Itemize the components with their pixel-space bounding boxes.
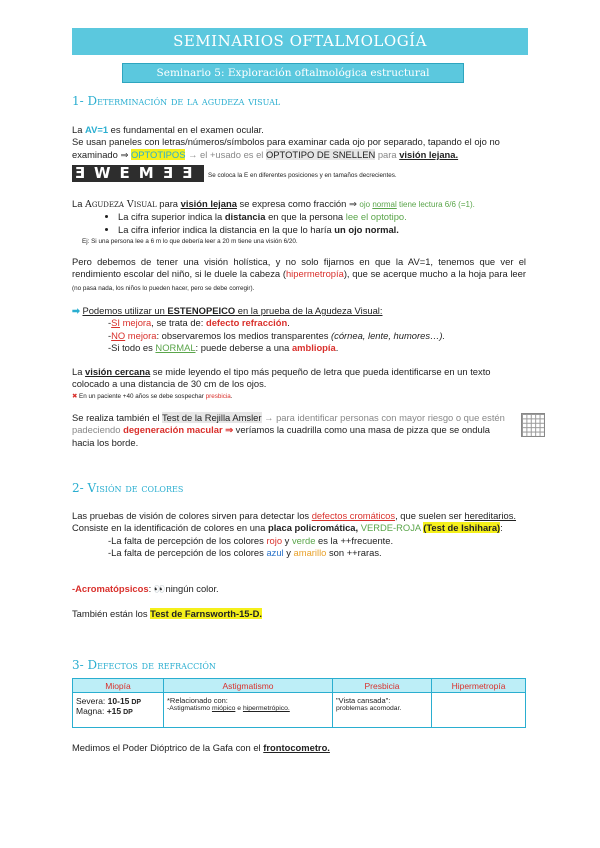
s1-paragraph-estenopeico: ➡ Podemos utilizar un ESTENOPEICO en la prueba de la Agudeza Visual: -SI mejora, se trata de: defecto refracción. -NO mejora: observaremos los medios transparentes (córnea, lente, humores…). -Si todo es NORMAL: puede deberse a una ambliopía. (72, 305, 526, 354)
cell-presbicia: "Vista cansada": problemas acomodar. (333, 693, 432, 728)
s1-paragraph-amsler: Se realiza también el Test de la Rejilla Amsler → para identificar personas con mayor riesgo o que estén padeciendo degeneración macular ⇒ veríamos la cuadrilla como una masa de pizza que se ondula hacia los borde. (72, 412, 505, 448)
eyes-icon: 👀 (153, 583, 166, 594)
item-no-mejora: -NO mejora: observaremos los medios transparentes (córnea, lente, humores…). (108, 329, 446, 341)
refraction-table (72, 678, 526, 728)
cell-hipermetropia (432, 693, 526, 728)
page-title: SEMINARIOS OFTALMOLOGÍA (72, 28, 528, 55)
page-subtitle: Seminario 5: Exploración oftalmológica estructural (122, 63, 464, 83)
s1-paragraph-near-vision: La visión cercana se mide leyendo el tipo más pequeño de letra que pueda identificarse en un texto colocado a una distancia de 30 cm de los ojos. ✖ En un paciente +40 años se debe sospechar presbicia. (72, 366, 491, 400)
header-hipermetropia: Hipermetropía (432, 679, 526, 693)
s1-paragraph-holistic: Pero debemos de tener una visión holística, y no solo fijarnos en que la AV=1, tenemos que ver el rendimiento escolar del niño, si le duele la cabeza (hipermetropía), que se acerque mucho a la hoja para leer (no pasa nada, los niños lo pueden hacer, pero se debe corregir). (72, 256, 526, 292)
cell-astigmatismo: *Relacionado con: -Astigmatismo miópico e hipermetrópico. (164, 693, 333, 728)
table-row (73, 693, 526, 728)
header-astigmatismo: Astigmatismo (164, 679, 333, 693)
s1-paragraph-fraction: La Agudeza Visual para visión lejana se expresa como fracción ⇒ ojo normal tiene lectura 6/6 (=1). • La cifra superior indica la distancia en que la persona lee el optotipo. • La cifra inferior indica la distancia en la que lo haría un ojo normal. Ej: Si una persona lee a 6 m lo que debería leer a 20 m tiene una visión 6/20. (72, 198, 526, 248)
example-note: Ej: Si una persona lee a 6 m lo que debería leer a 20 m tiene una visión 6/20. (82, 237, 298, 245)
item-red-green: -La falta de percepción de los colores rojo y verde es la ++frecuente. (108, 534, 394, 546)
section-2-heading: 2- Visión de colores (72, 481, 184, 495)
warning-icon: ✖ (72, 392, 78, 400)
s2-farnsworth: También están los Test de Farnsworth-15-D. (72, 608, 262, 619)
footer-paragraph: Medimos el Poder Dióptrico de la Gafa con el frontocometro. (72, 742, 330, 753)
bullet-distance: • La cifra superior indica la distancia en que la persona lee el optotipo. (118, 211, 526, 223)
arrow-icon: ➡ (72, 305, 80, 316)
section-3-heading: 3- Defectos de refracción (72, 658, 216, 672)
s2-paragraph-colors: Las pruebas de visión de colores sirven para detectar los defectos cromáticos, que suelen ser hereditarios. Consiste en la identificación de colores en una placa policromática, VERDE-ROJA (Test de Ishihara): -La falta de percepción de los colores rojo y verde es la ++frecuente. -La falta de percepción de los colores azul y amarillo son ++raras. (72, 510, 526, 559)
s1-paragraph-av: La AV=1 es fundamental en el examen ocular. Se usan paneles con letras/números/símbolos para examinar cada ojo por separado, tapando el ojo no examinado ⇒ OPTOTIPOS → el +usado es el OPTOTIPO DE SNELLEN para visión lejana. (72, 124, 500, 160)
item-normal: -Si todo es NORMAL: puede deberse a una ambliopía. (108, 341, 339, 353)
item-blue-yellow: -La falta de percepción de los colores azul y amarillo son ++raras. (108, 546, 382, 558)
amsler-grid-image (521, 413, 545, 437)
letters-note: Se coloca la E en diferentes posiciones y en tamaños decrecientes. (208, 172, 397, 179)
cell-miopia: Severa: 10-15 DP Magna: +15 DP (73, 693, 164, 728)
snellen-letters-image: ƎWEMƎƎ (72, 165, 204, 182)
bullet-normal-eye: • La cifra inferior indica la distancia en la que lo haría un ojo normal. (118, 224, 526, 236)
s2-acromatopsicos: -Acromatópsicos: 👀ningún color. (72, 583, 219, 594)
section-1-heading: 1- Determinación de la agudeza visual (72, 94, 281, 108)
header-miopia: Miopía (73, 679, 164, 693)
item-si-mejora: -SI mejora, se trata de: defecto refracción. (108, 317, 290, 329)
header-presbicia: Presbicia (333, 679, 432, 693)
